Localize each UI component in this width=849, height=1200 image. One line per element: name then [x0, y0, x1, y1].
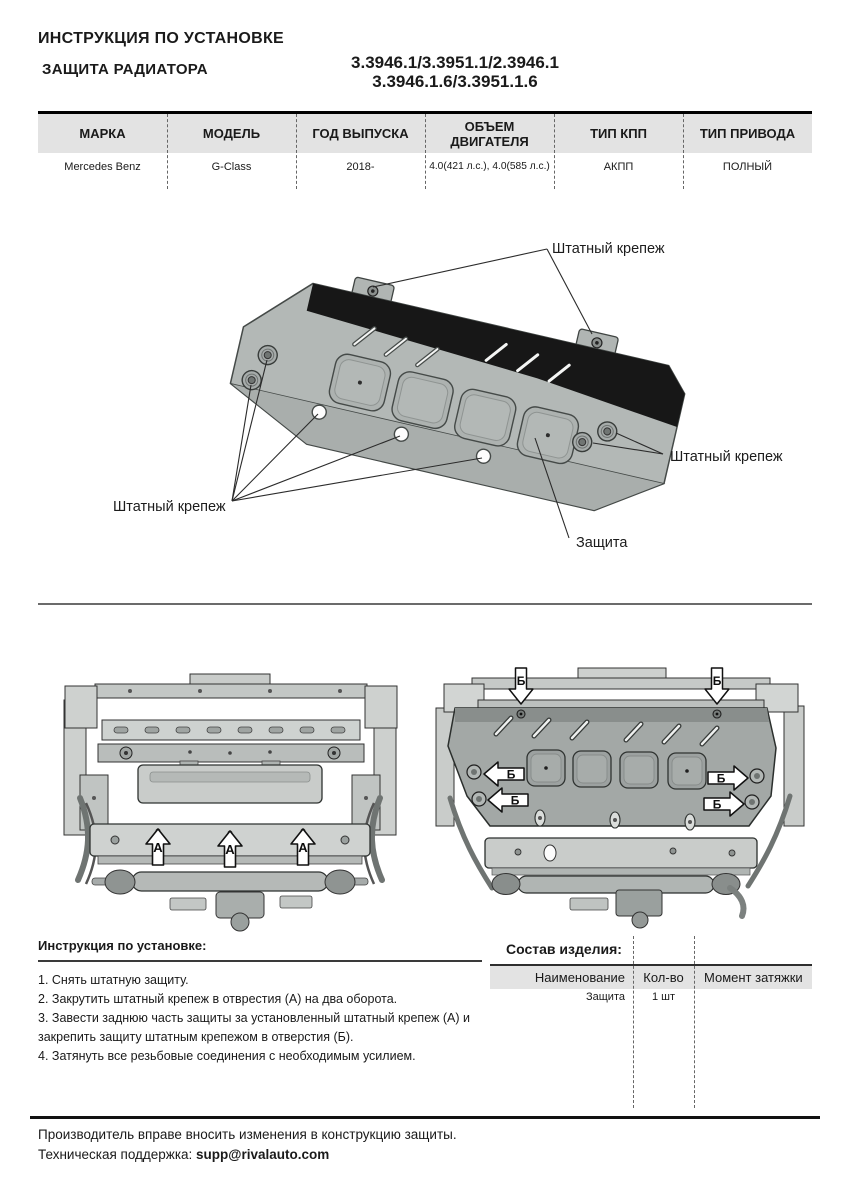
marker-b-letter: Б — [516, 674, 526, 688]
column-header-model: МОДЕЛЬ — [202, 126, 261, 141]
table-column-separator — [683, 114, 684, 189]
column-header-brand: МАРКА — [79, 126, 126, 141]
cell-gearbox: АКПП — [603, 161, 634, 173]
installation-step: 4. Затянуть все резьбовые соединения с необходимым усилием. — [38, 1049, 416, 1063]
column-header-drive: ТИП ПРИВОДА — [699, 126, 796, 141]
protection-plate-illustration — [221, 255, 694, 525]
chassis-illustration — [64, 674, 397, 931]
fastener-label-right: Штатный крепеж — [670, 449, 783, 465]
marker-a-letter: А — [298, 840, 308, 855]
installation-title: Инструкция по установке: — [38, 938, 207, 953]
installation-title-rule — [38, 960, 482, 962]
cell-model: G-Class — [211, 161, 252, 173]
column-header-year: ГОД ВЫПУСКА — [312, 126, 409, 141]
product-subtitle: ЗАЩИТА РАДИАТОРА — [42, 61, 208, 78]
vehicle-table — [38, 111, 812, 189]
composition-row — [490, 991, 812, 1003]
part-numbers — [290, 53, 620, 91]
column-header-gearbox: ТИП КПП — [590, 126, 647, 141]
cell-drive: ПОЛНЫЙ — [722, 161, 773, 173]
support-email: supp@rivalauto.com — [196, 1147, 330, 1162]
cell-item-name: Защита — [586, 991, 625, 1003]
photo-chassis-before-install — [40, 648, 420, 933]
table-column-separator — [633, 936, 634, 1108]
table-column-separator — [167, 114, 168, 189]
table-column-separator — [425, 114, 426, 189]
manufacturer-note: Производитель вправе вносить изменения в конструкцию защиты. — [38, 1127, 457, 1142]
table-column-separator — [554, 114, 555, 189]
composition-title: Состав изделия: — [506, 941, 622, 957]
cell-item-torque — [694, 991, 812, 1003]
page-title: ИНСТРУКЦИЯ ПО УСТАНОВКЕ — [38, 30, 285, 47]
column-header-name: Наименование — [534, 970, 625, 985]
marker-b-letter: Б — [506, 767, 516, 782]
installation-instructions — [38, 938, 482, 1066]
marker-a-letter: А — [153, 840, 163, 855]
marker-b-letter: Б — [712, 797, 722, 812]
column-header-qty: Кол-во — [643, 970, 684, 985]
cell-engine: 4.0(421 л.с.), 4.0(585 л.с.) — [429, 161, 550, 172]
cell-item-qty: 1 шт — [651, 991, 676, 1003]
support-line — [38, 1147, 329, 1162]
support-label: Техническая поддержка: — [38, 1147, 197, 1162]
product-composition-table — [490, 936, 812, 1108]
marker-a-letter: А — [225, 842, 235, 857]
guard-diagram — [30, 225, 820, 570]
installation-step: 1. Снять штатную защиту. — [38, 973, 189, 987]
installation-step: 3. Завести заднюю часть защиты за установленный штатный крепеж (А) и закрепить защиту штатным крепежом в отверстия (Б). — [38, 1011, 470, 1044]
installation-step: 2. Закрутить штатный крепеж в отврестия (А) на два оборота. — [38, 992, 398, 1006]
cell-year: 2018- — [346, 161, 375, 173]
composition-header-row — [490, 966, 812, 989]
marker-b-letter: Б — [510, 793, 520, 808]
table-column-separator — [694, 936, 695, 1108]
fastener-label-left: Штатный крепеж — [113, 499, 226, 515]
guard-label: Защита — [576, 535, 628, 551]
table-column-separator — [296, 114, 297, 189]
footer-divider — [30, 1116, 820, 1119]
marker-b-letter: Б — [712, 674, 722, 688]
section-divider — [38, 603, 812, 605]
column-header-torque: Момент затяжки — [704, 970, 803, 985]
cell-brand: Mercedes Benz — [64, 161, 141, 173]
photo-guard-installed — [430, 648, 810, 933]
marker-b-letter: Б — [716, 771, 726, 786]
fastener-label-top: Штатный крепеж — [552, 241, 665, 257]
column-header-engine: ОБЪЕМ ДВИГАТЕЛЯ — [450, 118, 529, 149]
part-numbers-line2: 3.3946.1.6/3.3951.1.6 — [372, 72, 538, 91]
part-numbers-line1: 3.3946.1/3.3951.1/2.3946.1 — [351, 53, 559, 72]
